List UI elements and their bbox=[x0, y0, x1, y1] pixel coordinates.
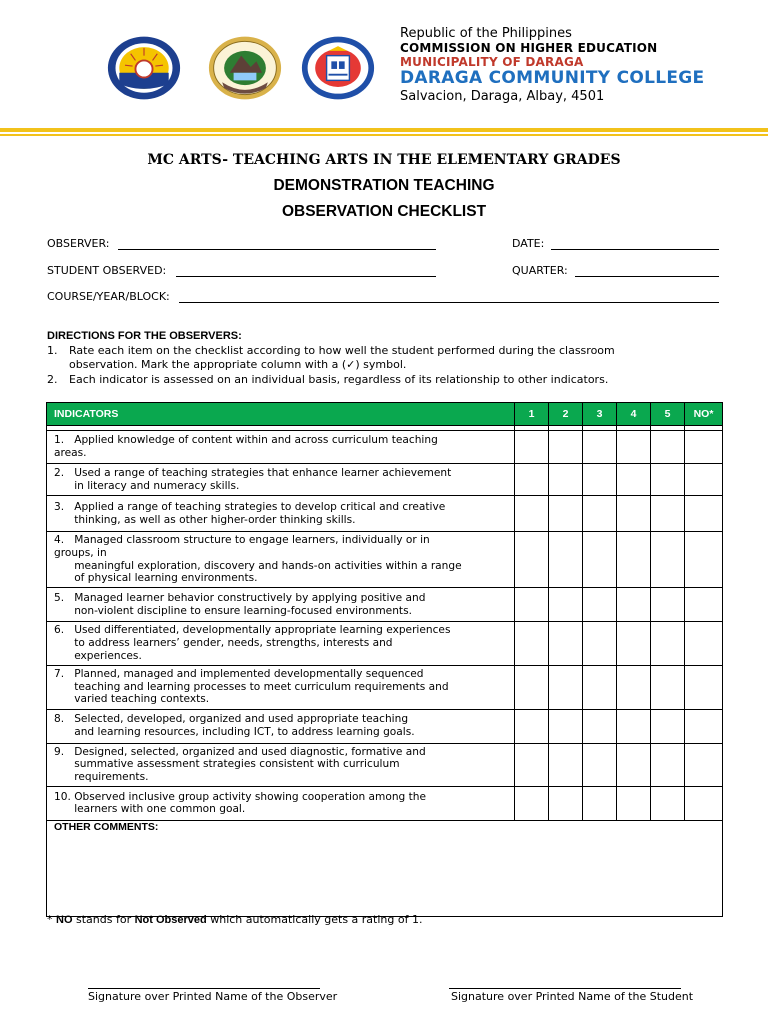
observer-label: OBSERVER: bbox=[47, 237, 110, 250]
rating-3-cell[interactable] bbox=[583, 622, 617, 665]
student-field[interactable] bbox=[176, 276, 436, 277]
direction-item-2 bbox=[47, 373, 608, 386]
rating-3-cell[interactable] bbox=[583, 431, 617, 464]
indicator-line: in literacy and numeracy skills. bbox=[54, 479, 240, 492]
not-observed-cell[interactable] bbox=[685, 496, 723, 532]
direction-item-1-cont: observation. Mark the appropriate column with a (✓) symbol. bbox=[69, 358, 407, 371]
indicator-line: teaching and learning processes to meet curriculum requirements and bbox=[54, 680, 449, 693]
comments-label: OTHER COMMENTS: bbox=[54, 820, 159, 833]
table-row bbox=[47, 496, 723, 532]
rating-5-cell[interactable] bbox=[651, 532, 685, 588]
indicator-text bbox=[47, 431, 515, 464]
rating-4-cell[interactable] bbox=[617, 431, 651, 464]
indicator-text bbox=[47, 622, 515, 665]
header-commission: COMMISSION ON HIGHER EDUCATION bbox=[400, 41, 658, 55]
rating-4-cell[interactable] bbox=[617, 665, 651, 709]
rating-3-cell[interactable] bbox=[583, 496, 617, 532]
note-mid: stands for bbox=[72, 913, 135, 926]
col-rating-5: 5 bbox=[651, 403, 685, 426]
table-row bbox=[47, 709, 723, 743]
comments-box[interactable] bbox=[47, 820, 723, 916]
indicator-line: 2. Used a range of teaching strategies that enhance learner achievement bbox=[54, 466, 452, 479]
col-rating-3: 3 bbox=[583, 403, 617, 426]
note-star: * bbox=[47, 913, 56, 926]
indicator-line: varied teaching contexts. bbox=[54, 693, 210, 706]
rating-5-cell[interactable] bbox=[651, 431, 685, 464]
course-title: MC ARTS- TEACHING ARTS IN THE ELEMENTARY GRADES bbox=[147, 152, 621, 168]
direction-item-1 bbox=[47, 344, 615, 357]
indicator-line: and learning resources, including ICT, to address learning goals. bbox=[54, 726, 415, 739]
rating-4-cell[interactable] bbox=[617, 743, 651, 786]
student-label: STUDENT OBSERVED: bbox=[47, 264, 167, 277]
course-block-field[interactable] bbox=[179, 302, 719, 303]
indicator-line: areas. bbox=[54, 447, 87, 459]
rating-5-cell[interactable] bbox=[651, 665, 685, 709]
rating-3-cell[interactable] bbox=[583, 786, 617, 820]
rating-2-cell[interactable] bbox=[549, 743, 583, 786]
col-rating-2: 2 bbox=[549, 403, 583, 426]
not-observed-cell[interactable] bbox=[685, 709, 723, 743]
rating-1-cell[interactable] bbox=[515, 786, 549, 820]
student-signature-label: Signature over Printed Name of the Student bbox=[451, 990, 694, 1003]
rating-2-cell[interactable] bbox=[549, 431, 583, 464]
rating-1-cell[interactable] bbox=[515, 431, 549, 464]
indicator-line: 8. Selected, developed, organized and used appropriate teaching bbox=[54, 713, 409, 726]
college-seal-icon bbox=[300, 34, 376, 102]
indicator-line: requirements. bbox=[54, 771, 149, 784]
quarter-field[interactable] bbox=[575, 276, 719, 277]
indicator-line: summative assessment strategies consistent with curriculum bbox=[54, 758, 400, 771]
table-row bbox=[47, 786, 723, 820]
col-not-observed: NO* bbox=[685, 403, 723, 426]
observer-signature-line[interactable] bbox=[88, 988, 320, 989]
indicator-line: 5. Managed learner behavior constructively by applying positive and bbox=[54, 591, 426, 604]
indicator-text bbox=[47, 532, 515, 588]
header-republic: Republic of the Philippines bbox=[400, 26, 572, 41]
rating-1-cell[interactable] bbox=[515, 532, 549, 588]
indicator-line: 6. Used differentiated, developmentally appropriate learning experiences bbox=[54, 624, 451, 637]
table-row bbox=[47, 588, 723, 622]
indicator-text bbox=[47, 709, 515, 743]
comments-row bbox=[47, 820, 723, 916]
indicator-text bbox=[47, 588, 515, 622]
rating-1-cell[interactable] bbox=[515, 588, 549, 622]
indicator-line: learners with one common goal. bbox=[54, 803, 246, 816]
rating-4-cell[interactable] bbox=[617, 532, 651, 588]
directions-heading: DIRECTIONS FOR THE OBSERVERS: bbox=[47, 330, 242, 342]
indicator-line: 4. Managed classroom structure to engage learners, individually or in bbox=[54, 534, 430, 546]
rating-5-cell[interactable] bbox=[651, 622, 685, 665]
indicator-line: to address learners’ gender, needs, strengths, interests and bbox=[54, 636, 393, 649]
direction-text: Each indicator is assessed on an individual basis, regardless of its relationship to other indicators. bbox=[69, 373, 609, 386]
rating-3-cell[interactable] bbox=[583, 743, 617, 786]
rating-4-cell[interactable] bbox=[617, 786, 651, 820]
indicator-text bbox=[47, 464, 515, 496]
rating-2-cell[interactable] bbox=[549, 622, 583, 665]
rating-5-cell[interactable] bbox=[651, 743, 685, 786]
not-observed-cell[interactable] bbox=[685, 431, 723, 464]
table-header-row bbox=[47, 403, 723, 426]
indicator-line: experiences. bbox=[54, 649, 142, 662]
direction-num: 1. bbox=[47, 344, 58, 357]
not-observed-cell[interactable] bbox=[685, 588, 723, 622]
rating-1-cell[interactable] bbox=[515, 709, 549, 743]
indicator-line: thinking, as well as other higher-order thinking skills. bbox=[54, 513, 356, 526]
rating-3-cell[interactable] bbox=[583, 588, 617, 622]
indicator-line: 9. Designed, selected, organized and used diagnostic, formative and bbox=[54, 745, 426, 758]
col-rating-1: 1 bbox=[515, 403, 549, 426]
rating-2-cell[interactable] bbox=[549, 709, 583, 743]
rating-5-cell[interactable] bbox=[651, 464, 685, 496]
table-row bbox=[47, 743, 723, 786]
rating-5-cell[interactable] bbox=[651, 786, 685, 820]
municipality-seal-icon bbox=[207, 34, 283, 102]
indicator-line: 1. Applied knowledge of content within and across curriculum teaching bbox=[54, 434, 438, 447]
not-observed-cell[interactable] bbox=[685, 743, 723, 786]
observer-signature-label: Signature over Printed Name of the Observer bbox=[88, 990, 338, 1003]
table-row bbox=[47, 665, 723, 709]
doc-title-line2: OBSERVATION CHECKLIST bbox=[281, 203, 487, 220]
col-indicators: INDICATORS bbox=[47, 403, 515, 426]
rating-3-cell[interactable] bbox=[583, 665, 617, 709]
rating-2-cell[interactable] bbox=[549, 464, 583, 496]
rating-2-cell[interactable] bbox=[549, 532, 583, 588]
rating-4-cell[interactable] bbox=[617, 496, 651, 532]
not-observed-cell[interactable] bbox=[685, 665, 723, 709]
indicator-line: of physical learning environments. bbox=[54, 572, 258, 585]
table-row bbox=[47, 464, 723, 496]
indicator-text bbox=[47, 496, 515, 532]
header-divider-thin bbox=[0, 134, 768, 136]
not-observed-cell[interactable] bbox=[685, 622, 723, 665]
checklist-table bbox=[46, 402, 723, 917]
rating-5-cell[interactable] bbox=[651, 588, 685, 622]
not-observed-cell[interactable] bbox=[685, 532, 723, 588]
not-observed-note bbox=[47, 913, 422, 926]
indicator-text bbox=[47, 786, 515, 820]
rating-3-cell[interactable] bbox=[583, 464, 617, 496]
rating-2-cell[interactable] bbox=[549, 588, 583, 622]
rating-3-cell[interactable] bbox=[583, 532, 617, 588]
not-observed-cell[interactable] bbox=[685, 786, 723, 820]
rating-1-cell[interactable] bbox=[515, 496, 549, 532]
rating-2-cell[interactable] bbox=[549, 496, 583, 532]
indicator-line: non-violent discipline to ensure learning-focused environments. bbox=[54, 604, 412, 617]
rating-4-cell[interactable] bbox=[617, 622, 651, 665]
note-not-observed: Not Observed bbox=[134, 914, 207, 926]
direction-num: 2. bbox=[47, 373, 58, 386]
direction-text: Rate each item on the checklist according to how well the student performed during the classroom bbox=[69, 344, 615, 357]
student-signature-line[interactable] bbox=[449, 988, 681, 989]
ched-seal-icon bbox=[106, 34, 182, 102]
not-observed-cell[interactable] bbox=[685, 464, 723, 496]
rating-5-cell[interactable] bbox=[651, 709, 685, 743]
rating-4-cell[interactable] bbox=[617, 709, 651, 743]
indicator-line: meaningful exploration, discovery and hands-on activities within a range bbox=[54, 559, 462, 572]
date-label: DATE: bbox=[512, 237, 545, 250]
header-municipality: MUNICIPALITY OF DARAGA bbox=[400, 55, 584, 69]
doc-title-line1: DEMONSTRATION TEACHING bbox=[273, 177, 495, 194]
rating-4-cell[interactable] bbox=[617, 464, 651, 496]
rating-2-cell[interactable] bbox=[549, 786, 583, 820]
rating-1-cell[interactable] bbox=[515, 743, 549, 786]
rating-1-cell[interactable] bbox=[515, 464, 549, 496]
date-field[interactable] bbox=[551, 249, 719, 250]
rating-3-cell[interactable] bbox=[583, 709, 617, 743]
rating-2-cell[interactable] bbox=[549, 665, 583, 709]
indicator-line: 3. Applied a range of teaching strategies to develop critical and creative bbox=[54, 500, 446, 513]
table-row bbox=[47, 622, 723, 665]
header-college: DARAGA COMMUNITY COLLEGE bbox=[400, 68, 705, 88]
table-row bbox=[47, 532, 723, 588]
rating-5-cell[interactable] bbox=[651, 496, 685, 532]
indicator-line: groups, in bbox=[54, 546, 107, 559]
indicator-line: 7. Planned, managed and implemented developmentally sequenced bbox=[54, 667, 424, 680]
indicator-text bbox=[47, 743, 515, 786]
quarter-label: QUARTER: bbox=[512, 264, 568, 277]
indicator-text bbox=[47, 665, 515, 709]
note-no: NO bbox=[56, 914, 73, 926]
rating-4-cell[interactable] bbox=[617, 588, 651, 622]
col-rating-4: 4 bbox=[617, 403, 651, 426]
header-address: Salvacion, Daraga, Albay, 4501 bbox=[400, 89, 605, 104]
observer-field[interactable] bbox=[118, 249, 436, 250]
indicator-line: 10. Observed inclusive group activity showing cooperation among the bbox=[54, 790, 427, 803]
note-end: which automatically gets a rating of 1. bbox=[206, 913, 423, 926]
header-divider bbox=[0, 128, 768, 132]
rating-1-cell[interactable] bbox=[515, 665, 549, 709]
course-block-label: COURSE/YEAR/BLOCK: bbox=[47, 290, 170, 303]
rating-1-cell[interactable] bbox=[515, 622, 549, 665]
table-row bbox=[47, 431, 723, 464]
